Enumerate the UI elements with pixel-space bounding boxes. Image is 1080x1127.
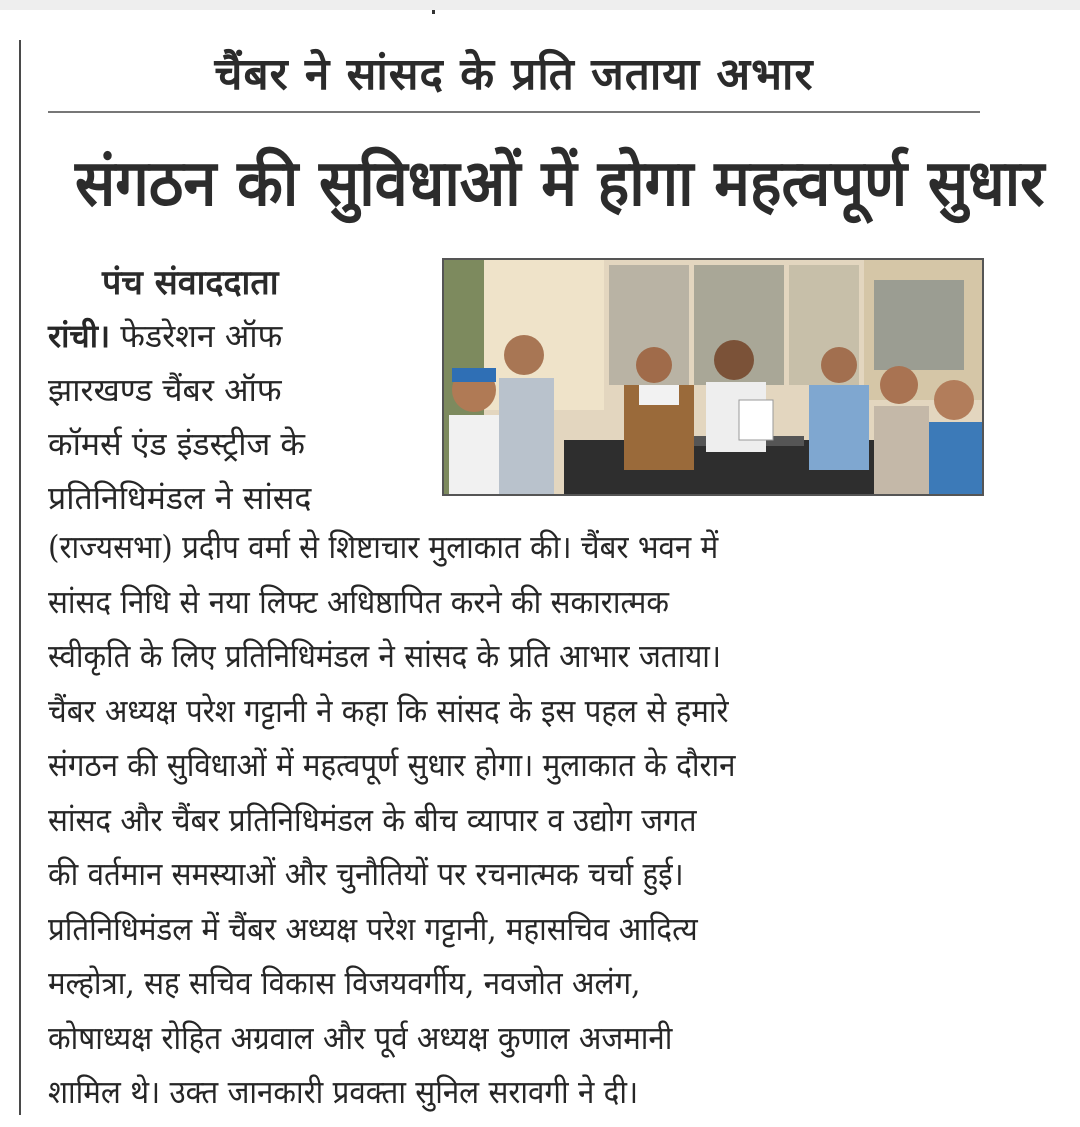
column-rule [19,40,21,1115]
body-line: संगठन की सुविधाओं में महत्वपूर्ण सुधार होगा। मुलाकात के दौरान [48,746,736,784]
intro-line: प्रतिनिधिमंडल ने सांसद [48,479,312,517]
top-strip [0,0,1080,10]
body-line: चैंबर अध्यक्ष परेश गट्टानी ने कहा कि सांसद के इस पहल से हमारे [48,691,729,730]
body-line: मल्होत्रा, सह सचिव विकास विजयवर्गीय, नवजोत अलंग, [48,964,641,1002]
body-line: (राज्यसभा) प्रदीप वर्मा से शिष्टाचार मुलाकात की। चैंबर भवन में [48,528,719,566]
body-line: सांसद निधि से नया लिफ्ट अधिष्ठापित करने की सकारात्मक [48,582,669,621]
article-photo [442,258,984,496]
body-line: कोषाध्यक्ष रोहित अग्रवाल और पूर्व अध्यक्ष कुणाल अजमानी [48,1018,673,1057]
article-body [48,520,988,1120]
dateline-place: रांची। [48,317,111,355]
kicker-headline: चैंबर ने सांसद के प्रति जताया अभार [214,49,814,100]
top-mark [432,10,435,14]
main-headline: संगठन की सुविधाओं में होगा महत्वपूर्ण सुधार [75,147,1045,221]
body-line: की वर्तमान समस्याओं और चुनौतियों पर रचनात्मक चर्चा हुई। [48,855,684,893]
intro-line: झारखण्ड चैंबर ऑफ [48,371,282,409]
byline: पंच संवाददाता [102,263,279,303]
group-photo-icon [444,260,982,494]
kicker-divider [48,111,980,113]
body-line: प्रतिनिधिमंडल में चैंबर अध्यक्ष परेश गट्टानी, महासचिव आदित्य [48,909,698,948]
intro-column [48,309,428,525]
body-line: शामिल थे। उक्त जानकारी प्रवक्ता सुनिल सरावगी ने दी। [48,1073,639,1111]
intro-line [48,309,428,363]
intro-line: कॉमर्स एंड इंडस्ट्रीज के [48,425,305,463]
body-line: सांसद और चैंबर प्रतिनिधिमंडल के बीच व्यापार व उद्योग जगत [48,800,697,839]
body-line: स्वीकृति के लिए प्रतिनिधिमंडल ने सांसद के प्रति आभार जताया। [48,637,722,675]
intro-line-text: फेडरेशन ऑफ [120,317,283,355]
